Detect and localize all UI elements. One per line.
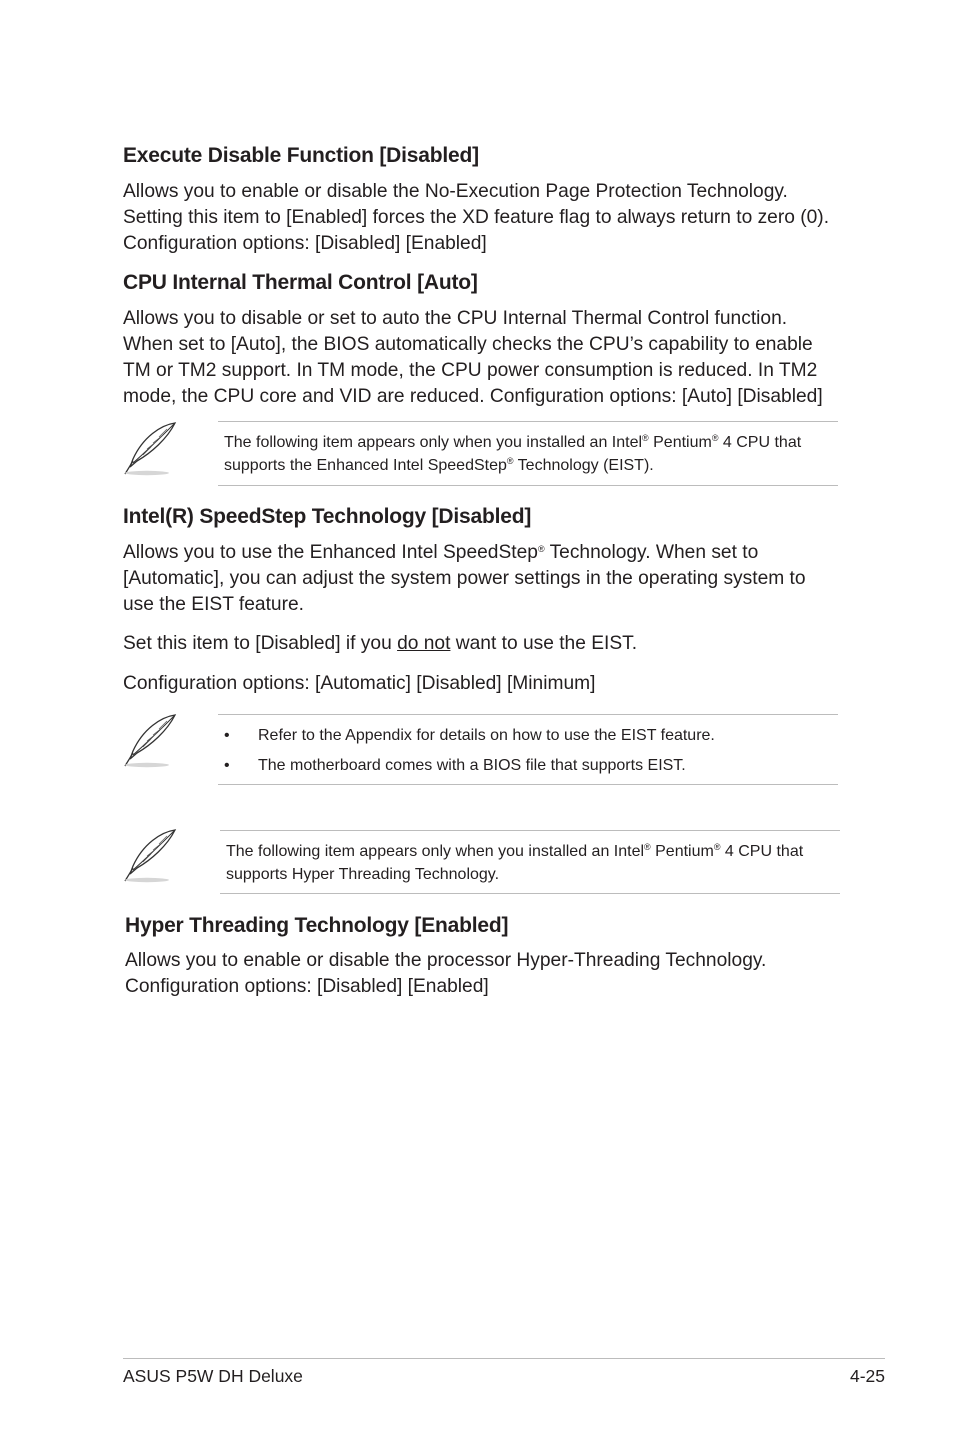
- speedstep-config-options: Configuration options: [Automatic] [Disabled] [Minimum]: [123, 673, 596, 694]
- note-eist-details: [218, 714, 838, 785]
- footer-product-name: ASUS P5W DH Deluxe: [123, 1366, 303, 1386]
- feather-pen-icon: [121, 421, 179, 477]
- section-heading-hyper-threading: Hyper Threading Technology [Enabled]: [125, 914, 509, 937]
- bullet-list: [218, 724, 833, 777]
- note-ht-requirement: [220, 830, 840, 894]
- section-heading-execute-disable: Execute Disable Function [Disabled]: [123, 144, 479, 167]
- list-item: • Refer to the Appendix for details on how to use the EIST feature.: [224, 727, 715, 744]
- section-body-thermal-control: Allows you to disable or set to auto the CPU Internal Thermal Control function. When set to [Auto], the BIOS automatically checks the CPU’s capability to enable TM or TM2 support. In TM mode, the CPU power consumption is reduced. In TM2 mode, the CPU core and VID are reduced. Configuration options: [Auto] [Disabled]: [123, 308, 823, 407]
- section-heading-thermal-control: CPU Internal Thermal Control [Auto]: [123, 271, 478, 294]
- section-heading-speedstep: Intel(R) SpeedStep Technology [Disabled]: [123, 505, 532, 528]
- section-body-execute-disable: Allows you to enable or disable the No-Execution Page Protection Technology. Setting this item to [Enabled] forces the XD feature flag to always return to zero (0). Configuration options: [Disabled] [Enabled]: [123, 181, 830, 254]
- note-text: The following item appears only when you installed an Intel® Pentium® 4 CPU that supports the Enhanced Intel SpeedStep® Technology (EIST).: [224, 433, 802, 474]
- list-item: • The motherboard comes with a BIOS file that supports EIST.: [224, 757, 686, 774]
- footer-page-number: 4-25: [849, 1366, 885, 1386]
- note-text: The following item appears only when you installed an Intel® Pentium® 4 CPU that supports Hyper Threading Technology.: [226, 842, 804, 883]
- feather-pen-icon: [121, 828, 179, 884]
- footer-divider: [123, 1358, 885, 1359]
- feather-pen-icon: [121, 713, 179, 769]
- section-body-hyper-threading: Allows you to enable or disable the processor Hyper-Threading Technology. Configuration options: [Disabled] [Enabled]: [125, 950, 767, 997]
- section-body-speedstep: Allows you to use the Enhanced Intel SpeedStep® Technology. When set to [Automatic], you can adjust the system power settings in the operating system to use the EIST feature.: [123, 542, 806, 615]
- note-eist-requirement: [218, 421, 838, 486]
- speedstep-disabled-note: Set this item to [Disabled] if you do not want to use the EIST.: [123, 633, 638, 654]
